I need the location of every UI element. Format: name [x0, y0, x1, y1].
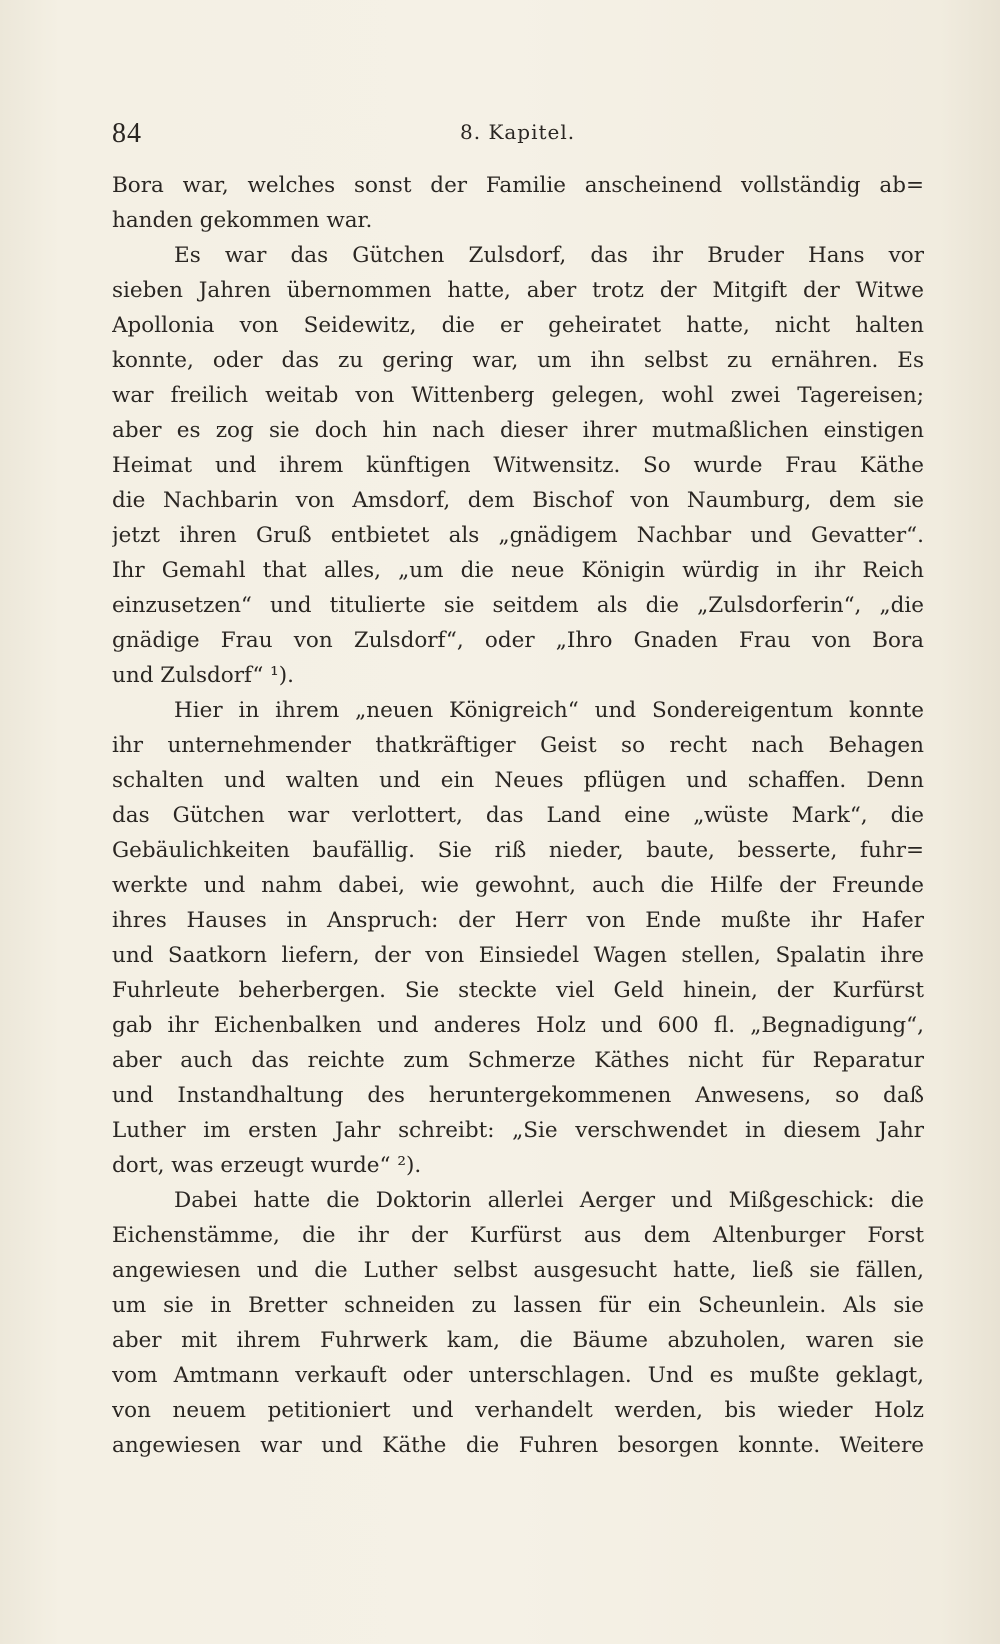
- text-line: Bora war, welches sonst der Familie anscheinend vollständig ab=: [112, 173, 924, 198]
- text-line: gnädige Frau von Zulsdorf“, oder „Ihro Gnaden Frau von Bora: [112, 628, 924, 653]
- text-line: handen gekommen war.: [112, 208, 373, 233]
- text-line: Dabei hatte die Doktorin allerlei Aerger und Mißgeschick: die: [174, 1188, 924, 1213]
- text-line: konnte, oder das zu gering war, um ihn selbst zu ernähren. Es: [112, 348, 924, 373]
- text-line: dort, was erzeugt wurde“ ²).: [112, 1153, 422, 1178]
- page-header: [112, 118, 924, 154]
- text-line: Eichenstämme, die ihr der Kurfürst aus dem Altenburger Forst: [112, 1223, 924, 1248]
- text-line: Es war das Gütchen Zulsdorf, das ihr Bruder Hans vor: [174, 243, 924, 268]
- text-line: Gebäulichkeiten baufällig. Sie riß nieder, baute, besserte, fuhr=: [112, 838, 924, 863]
- body-text: [112, 168, 924, 1463]
- text-line: ihr unternehmender thatkräftiger Geist so recht nach Behagen: [112, 733, 924, 758]
- text-line: Fuhrleute beherbergen. Sie steckte viel Geld hinein, der Kurfürst: [112, 978, 924, 1003]
- text-line: werkte und nahm dabei, wie gewohnt, auch die Hilfe der Freunde: [112, 873, 924, 898]
- text-line: angewiesen war und Käthe die Fuhren besorgen konnte. Weitere: [112, 1433, 924, 1458]
- text-line: schalten und walten und ein Neues pflügen und schaffen. Denn: [112, 768, 924, 793]
- text-line: von neuem petitioniert und verhandelt werden, bis wieder Holz: [112, 1398, 924, 1423]
- text-line: und Instandhaltung des heruntergekommenen Anwesens, so daß: [112, 1083, 924, 1108]
- page-number: 84: [112, 118, 142, 149]
- text-line: sieben Jahren übernommen hatte, aber trotz der Mitgift der Witwe: [112, 278, 924, 303]
- text-line: und Zulsdorf“ ¹).: [112, 663, 294, 688]
- text-line: die Nachbarin von Amsdorf, dem Bischof von Naumburg, dem sie: [112, 488, 924, 513]
- text-line: Apollonia von Seidewitz, die er geheiratet hatte, nicht halten: [112, 313, 924, 338]
- text-line: angewiesen und die Luther selbst ausgesucht hatte, ließ sie fällen,: [112, 1258, 924, 1283]
- text-line: gab ihr Eichenbalken und anderes Holz und 600 fl. „Begnadigung“,: [112, 1013, 924, 1038]
- text-line: einzusetzen“ und titulierte sie seitdem als die „Zulsdorferin“, „die: [112, 593, 924, 618]
- text-line: war freilich weitab von Wittenberg gelegen, wohl zwei Tagereisen;: [112, 383, 924, 408]
- text-line: aber mit ihrem Fuhrwerk kam, die Bäume abzuholen, waren sie: [112, 1328, 924, 1353]
- text-line: Hier in ihrem „neuen Königreich“ und Sondereigentum konnte: [174, 698, 924, 723]
- text-line: das Gütchen war verlottert, das Land eine „wüste Mark“, die: [112, 803, 924, 828]
- text-line: jetzt ihren Gruß entbietet als „gnädigem Nachbar und Gevatter“.: [112, 523, 924, 548]
- text-line: vom Amtmann verkauft oder unterschlagen. Und es mußte geklagt,: [112, 1363, 924, 1388]
- text-line: Ihr Gemahl that alles, „um die neue Königin würdig in ihr Reich: [112, 558, 924, 583]
- running-head-chapter: 8. Kapitel.: [460, 120, 576, 144]
- text-line: Luther im ersten Jahr schreibt: „Sie verschwendet in diesem Jahr: [112, 1118, 924, 1143]
- text-line: ihres Hauses in Anspruch: der Herr von Ende mußte ihr Hafer: [112, 908, 924, 933]
- text-line: Heimat und ihrem künftigen Witwensitz. So wurde Frau Käthe: [112, 453, 924, 478]
- text-line: und Saatkorn liefern, der von Einsiedel Wagen stellen, Spalatin ihre: [112, 943, 924, 968]
- text-line: um sie in Bretter schneiden zu lassen für ein Scheunlein. Als sie: [112, 1293, 924, 1318]
- text-line: aber es zog sie doch hin nach dieser ihrer mutmaßlichen einstigen: [112, 418, 924, 443]
- text-line: aber auch das reichte zum Schmerze Käthes nicht für Reparatur: [112, 1048, 924, 1073]
